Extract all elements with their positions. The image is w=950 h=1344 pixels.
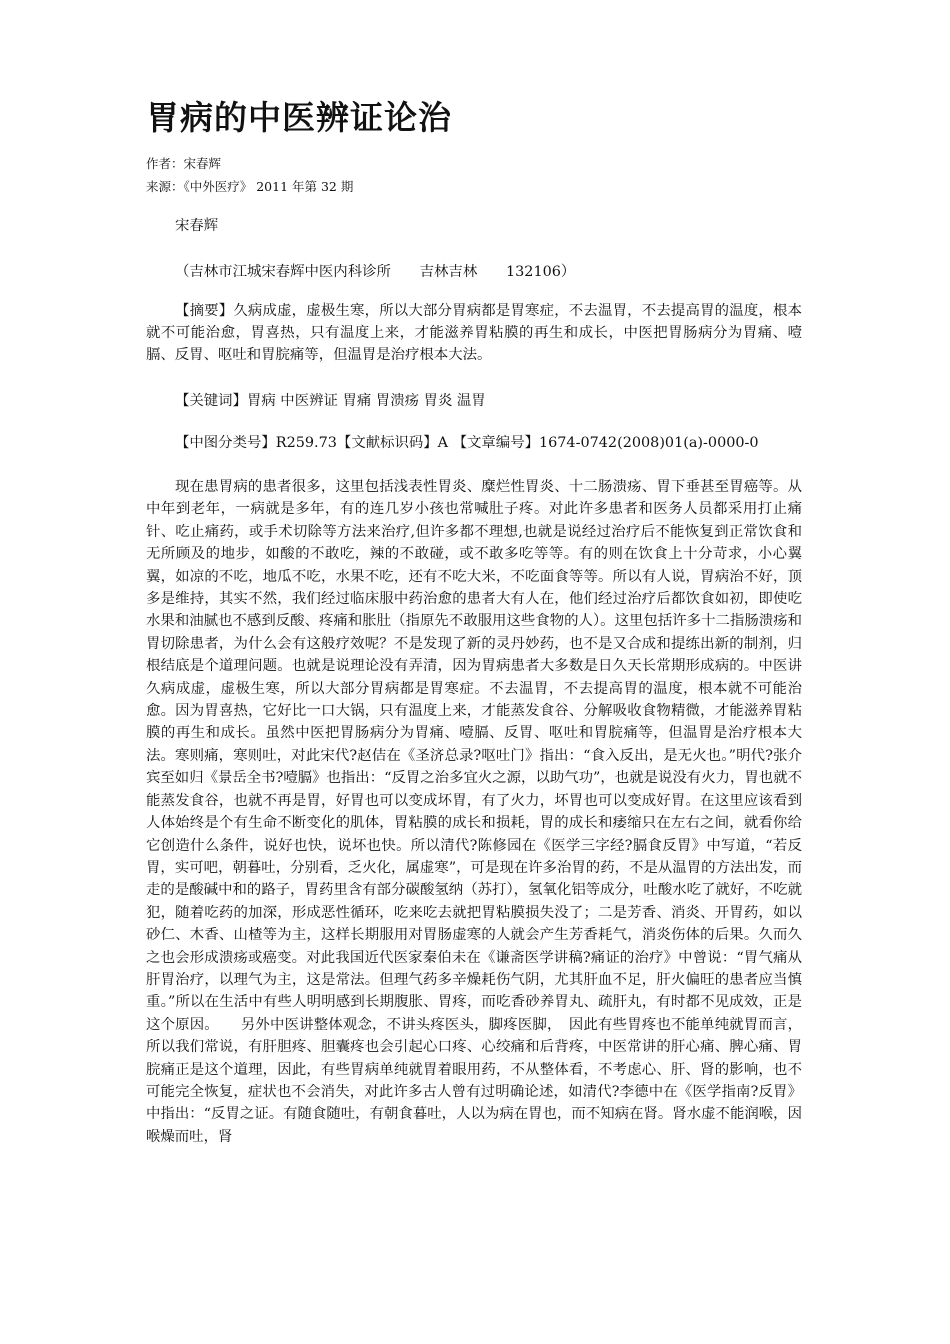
author-name: 宋春辉: [175, 218, 219, 234]
affiliation: （吉林市江城宋春辉中医内科诊所 吉林吉林 132106）: [175, 264, 576, 280]
author-meta: 作者：宋春辉: [146, 156, 222, 171]
keywords-line: 【关键词】胃病 中医辨证 胃痛 胃溃疡 胃炎 温胃: [175, 393, 486, 409]
main-body-paragraph: 现在患胃病的患者很多，这里包括浅表性胃炎、糜烂性胃炎、十二肠溃疡、胃下垂甚至胃癌等。从中年到老年，一病就是多年，有的连几岁小孩也常喊肚子疼。对此许多患者和医务人员都采用打止痛针、吃止痛药，或手术切除等方法来治疗,但许多都不理想,也就是说经过治疗后不能恢复到正常饮食和无所顾及的地步，如酸的不敢吃，辣的不敢碰，或不敢多吃等等。有的则在饮食上十分苛求，小心翼翼，如凉的不吃，地瓜不吃，水果不吃，还有不吃大米，不吃面食等等。所以有人说，胃病治不好，顶多是维持，其实不然，我们经过临床服中药治愈的患者大有人在，他们经过治疗后都饮食如初，即使吃水果和油腻也不感到反酸、疼痛和胀肚（指原先不敢服用这些食物的人）。这里包括许多十二指肠溃疡和胃切除患者，为什么会有这般疗效呢？不是发现了新的灵丹妙药，也不是又合成和提练出新的制剂，归根结底是个道理问题。也就是说理论没有弄清，因为胃病患者大多数是日久天长常期形成病的。中医讲久病成虚，虚极生寒，所以大部分胃病都是胃寒症。不去温胃，不去提高胃的温度，根本就不可能治愈。因为胃喜热，它好比一口大锅，只有温度上来，才能蒸发食谷、分解吸收食物精微，才能滋养胃粘膜的再生和成长。虽然中医把胃肠病分为胃痛、噎膈、反胃、呕吐和胃脘痛等，但温胃是治疗根本大法。寒则痛，寒则吐，对此宋代?赵佶在《圣济总录?呕吐门》指出：“食入反出，是无火也。”明代?张介宾至如归《景岳全书?噎膈》也指出：“反胃之治多宜火之源，以助气功”，也就是说没有火力，胃也就不能蒸发食谷，也就不再是胃，好胃也可以变成坏胃，有了火力，坏胃也可以变成好胃。在这里应该看到人体始终是个有生命不断变化的肌体，胃粘膜的成长和损耗，胃的成长和痿缩只在左右之间，就看你给它创造什么条件，说好也快，说坏也快。所以清代?陈修园在《医学三字经?膈食反胃》中写道，“若反胃，实可吧，朝暮吐，分别看，乏火化，属虚寒”，可是现在许多治胃的药，不是从温胃的方法出发，而走的是酸碱中和的路子，胃药里含有部分碳酸氢纳（苏打），氢氧化铝等成分，吐酸水吃了就好，不吃就犯，随着吃药的加深，形成恶性循环，吃来吃去就把胃粘膜损失没了；二是芳香、消炎、开胃药，如以砂仁、木香、山楂等为主，这样长期服用对胃肠虚寒的人就会产生芳香耗气，消炎伤体的后果。久而久之也会形成溃疡或癌变。对此我国近代医家秦伯未在《谦斋医学讲稿?痛证的治疗》中曾说：“胃气痛从肝胃治疗，以理气为主，这是常法。但理气药多辛燥耗伤气阴，尤其肝血不足，肝火偏旺的患者应当慎重。”所以在生活中有些人明明感到长期腹胀、胃疼，而吃香砂养胃丸、疏肝丸，有时都不见成效，正是这个原因。 另外中医讲整体观念，不讲头疼医头，脚疼医脚， 因此有些胃疼也不能单纯就胃而言，所以我们常说，有肝胆疼、胆囊疼也会引起心口疼、心绞痛和后背疼，中医常讲的肝心痛、脾心痛、胃脘痛正是这个道理，因此，有些胃病单纯就胃着眼用药，不从整体看，不考虑心、肝、肾的影响，也不可能完全恢复，症状也不会消失，对此许多古人曾有过明确论述，如清代?李德中在《医学指南?反胃》中指出：“反胃之证。有随食随吐，有朝食暮吐，人以为病在胃也，而不知病在肾。肾水虚不能润喉，因喉燥而吐，肾: [146, 479, 802, 1145]
article-title: 胃病的中医辨证论治: [146, 98, 452, 137]
source-meta: 来源：《中外医疗》 2011 年第 32 期: [146, 179, 354, 194]
classification-line: 【中图分类号】R259.73【文献标识码】A 【文章编号】1674-0742(2008)01(a)-0000-0: [175, 435, 759, 451]
abstract-paragraph: 【摘要】久病成虚，虚极生寒，所以大部分胃病都是胃寒症，不去温胃，不去提高胃的温度，根本就不可能治愈，胃喜热，只有温度上来，才能滋养胃粘膜的再生和成长，中医把胃肠病分为胃痛、噎膈、反胃、呕吐和胃脘痛等，但温胃是治疗根本大法。: [146, 303, 802, 363]
